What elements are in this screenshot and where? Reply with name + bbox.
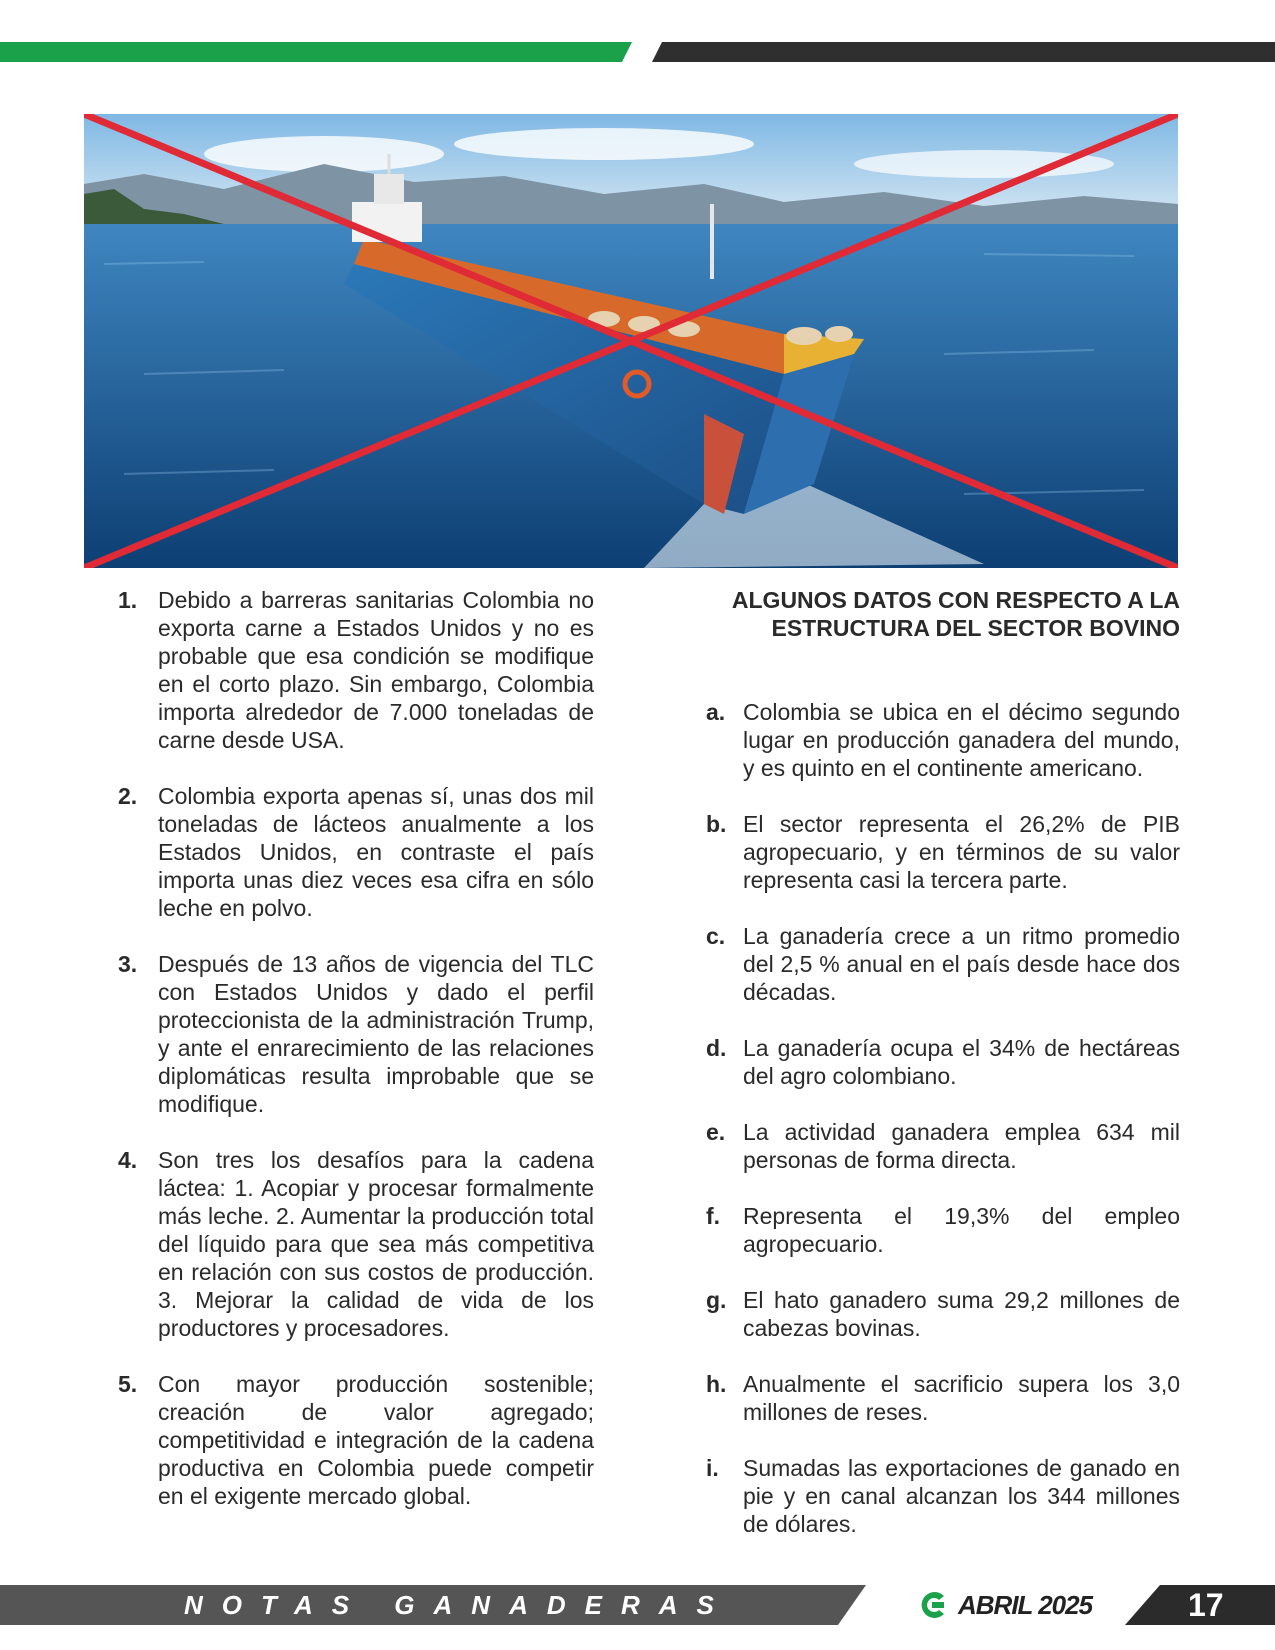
c-logo-icon <box>918 1589 950 1621</box>
item-text: El hato ganadero suma 29,2 millones de cabezas bovinas. <box>743 1287 1180 1341</box>
item-text: Anualmente el sacrificio supera los 3,0 millones de reses. <box>743 1371 1180 1425</box>
list-item <box>118 782 594 922</box>
list-item <box>118 950 594 1118</box>
item-letter: e. <box>706 1119 726 1145</box>
item-number: 2. <box>118 783 138 809</box>
list-item <box>706 1034 1180 1090</box>
issue-date: ABRIL 2025 <box>958 1590 1093 1620</box>
list-item <box>706 1454 1180 1538</box>
ship-photo <box>84 114 1178 568</box>
list-item <box>706 698 1180 782</box>
item-text: Debido a barreras sanitarias Colombia no exporta carne a Estados Unidos y no es probable que esa condición se modifique en el corto plazo. Sin embargo, Colombia importa alrededor de 7.000 toneladas de carne desde USA. <box>158 587 594 753</box>
item-text: La ganadería ocupa el 34% de hectáreas del agro colombiano. <box>743 1035 1180 1089</box>
list-item <box>706 1370 1180 1426</box>
item-text: La actividad ganadera emplea 634 mil personas de forma directa. <box>743 1119 1180 1173</box>
item-text: Colombia se ubica en el décimo segundo lugar en producción ganadera del mundo, y es quinto en el continente americano. <box>743 699 1180 781</box>
publication-title: NOTAS GANADERAS <box>184 1590 733 1620</box>
item-letter: g. <box>706 1287 727 1313</box>
heading-line-1: ALGUNOS DATOS CON RESPECTO A LA <box>731 587 1180 613</box>
item-letter: i. <box>706 1455 719 1481</box>
item-letter: h. <box>706 1371 727 1397</box>
item-letter: a. <box>706 699 726 725</box>
item-text: Son tres los desafíos para la cadena láctea: 1. Acopiar y procesar formalmente más leche. 2. Aumentar la producción total del líquido para que sea más competitiva en relación con sus costos de producción. 3. Mejorar la calidad de vida de los productores y procesadores. <box>158 1147 594 1341</box>
item-letter: d. <box>706 1035 727 1061</box>
item-text: Representa el 19,3% del empleo agropecuario. <box>743 1203 1180 1257</box>
item-letter: c. <box>706 923 726 949</box>
list-item <box>706 922 1180 1006</box>
list-item <box>118 586 594 754</box>
section-heading <box>706 586 1180 642</box>
list-item <box>706 1202 1180 1258</box>
page-number: 17 <box>1188 1587 1224 1623</box>
item-text: La ganadería crece a un ritmo promedio del 2,5 % anual en el país desde hace dos décadas. <box>743 923 1180 1005</box>
item-text: El sector representa el 26,2% de PIB agropecuario, y en términos de su valor representa casi la tercera parte. <box>743 811 1180 893</box>
list-item <box>706 1286 1180 1342</box>
left-column <box>118 586 594 1538</box>
list-item <box>118 1370 594 1510</box>
item-number: 1. <box>118 587 138 613</box>
list-item <box>706 810 1180 894</box>
list-item <box>118 1146 594 1342</box>
item-number: 3. <box>118 951 138 977</box>
item-text: Colombia exporta apenas sí, unas dos mil toneladas de lácteos anualmente a los Estados Unidos, en contraste el país importa unas diez veces esa cifra en sólo leche en polvo. <box>158 783 594 921</box>
item-number: 4. <box>118 1147 138 1173</box>
item-letter: b. <box>706 811 727 837</box>
item-letter: f. <box>706 1203 721 1229</box>
list-item <box>706 1118 1180 1174</box>
right-column <box>706 586 1180 1566</box>
page-footer <box>0 1585 1275 1625</box>
top-color-bar <box>0 42 1275 62</box>
item-text: Después de 13 años de vigencia del TLC con Estados Unidos y dado el perfil proteccionista de la administración Trump, y ante el enrarecimiento de las relaciones diplomáticas resulta improbable que se modifique. <box>158 951 594 1117</box>
heading-line-2: ESTRUCTURA DEL SECTOR BOVINO <box>771 615 1180 641</box>
item-number: 5. <box>118 1371 138 1397</box>
item-text: Con mayor producción sostenible; creación de valor agregado; competitividad e integración de la cadena productiva en Colombia puede competir en el exigente mercado global. <box>158 1371 594 1509</box>
item-text: Sumadas las exportaciones de ganado en pie y en canal alcanzan los 344 millones de dólares. <box>743 1455 1180 1537</box>
